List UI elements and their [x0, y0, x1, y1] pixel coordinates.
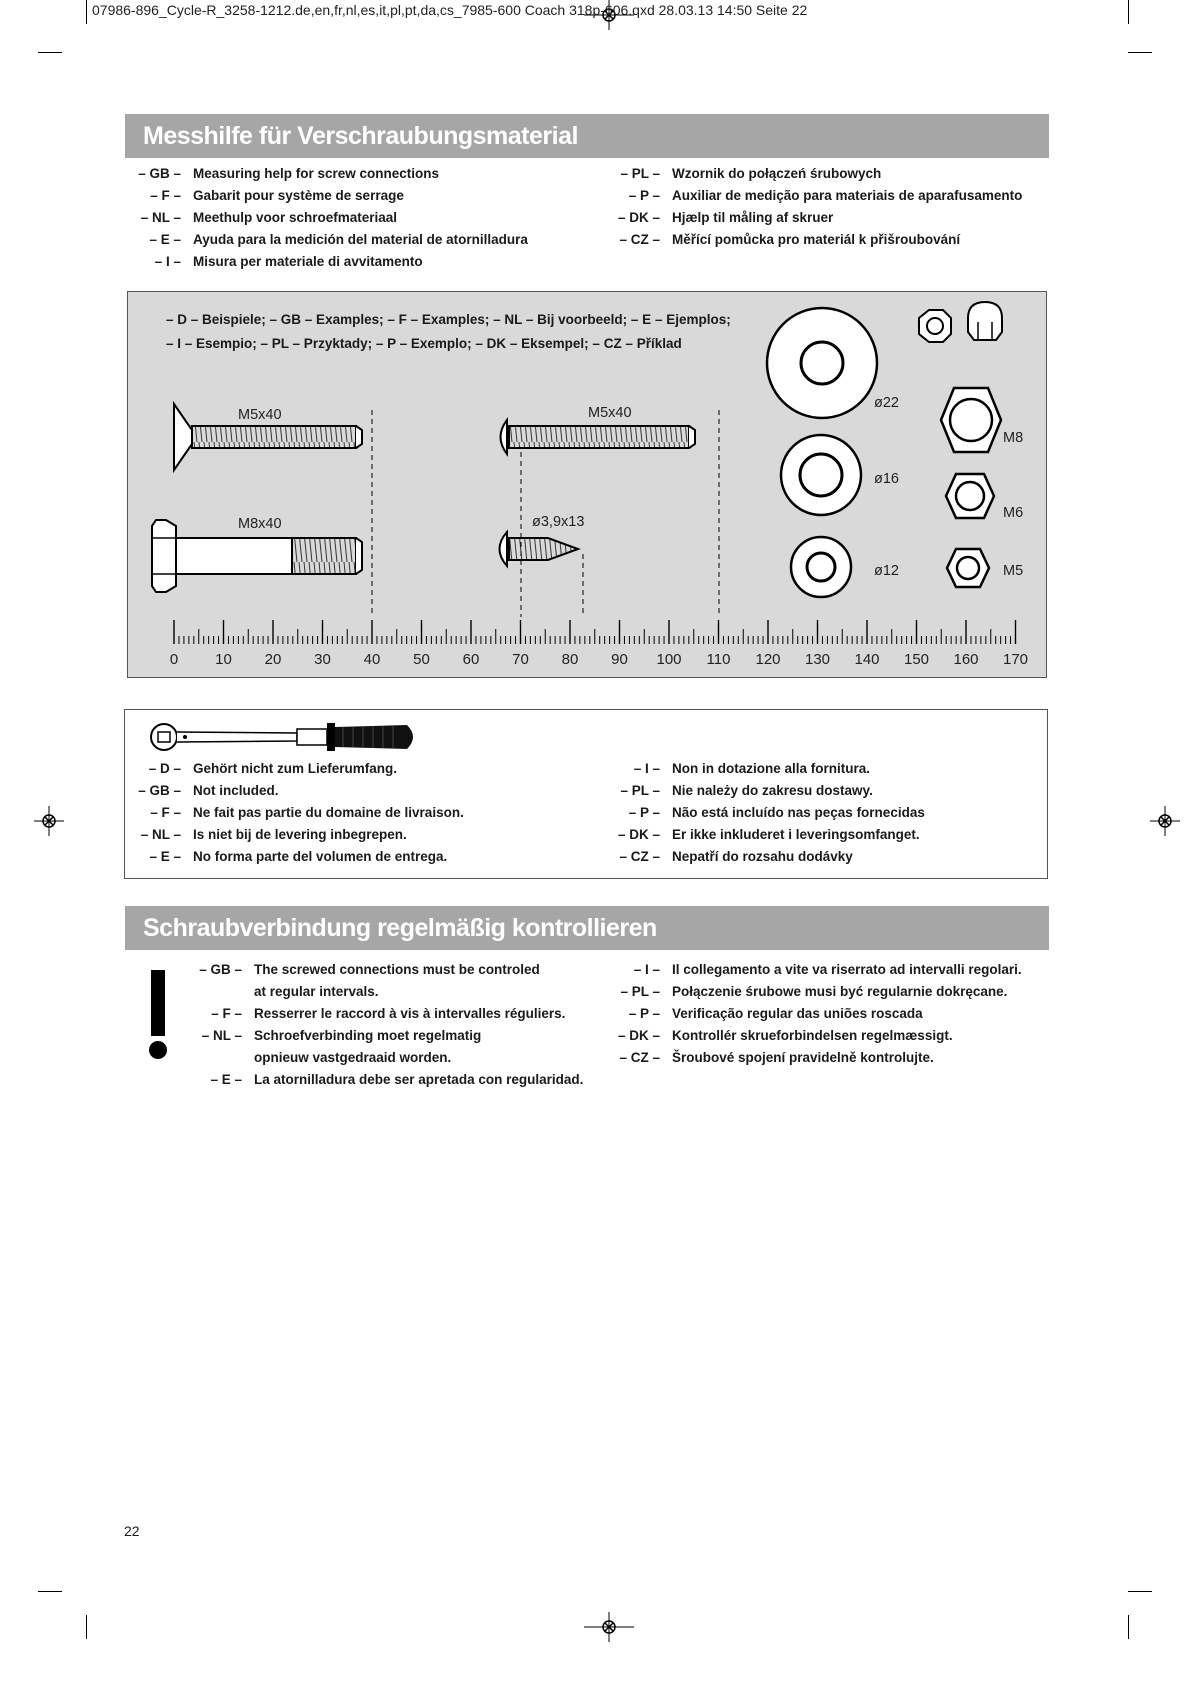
section-title-check-screws: Schraubverbindung regelmäßig kontrollieren [125, 906, 1049, 950]
lang-row [604, 1050, 1022, 1072]
lang-row [186, 1028, 583, 1050]
lang-row [604, 849, 925, 871]
ruler-tick-label: 110 [706, 651, 731, 668]
crop-mark [86, 0, 87, 24]
lang-text: Nie należy do zakresu dostawy. [672, 783, 873, 798]
crop-mark [86, 1615, 87, 1639]
measuring-translations-left [125, 166, 528, 276]
lang-row [604, 827, 925, 849]
washer-12-icon [791, 537, 851, 597]
lang-text: Wzornik do połączeń śrubowych [672, 166, 882, 181]
lang-text: Il collegamento a vite va riserrato ad intervalli regolari. [672, 962, 1022, 977]
washer-16-icon [781, 435, 861, 515]
lang-text: Auxiliar de medição para materiais de aparafusamento [672, 188, 1023, 203]
ruler-tick-label: 90 [611, 651, 628, 668]
warning-exclamation-icon [148, 970, 168, 1060]
hex-nut-m6-icon [946, 474, 994, 518]
lang-code: – GB – [138, 783, 181, 798]
lang-text: Gabarit pour système de serrage [193, 188, 404, 203]
lang-text: La atornilladura debe ser apretada con regularidad. [254, 1072, 584, 1087]
lang-code: – NL – [201, 1028, 242, 1043]
screw-label-countersunk: M5x40 [238, 407, 282, 423]
ruler-tick-label: 120 [755, 651, 781, 668]
lang-row [604, 761, 925, 783]
lang-text: Šroubové spojení pravidelně kontrolujte. [672, 1050, 934, 1065]
lang-row [186, 1072, 583, 1094]
measuring-translations-right [604, 166, 1022, 254]
lang-row [125, 827, 464, 849]
lang-text: Ayuda para la medición del material de atornilladura [193, 232, 528, 247]
lang-code: – I – [633, 962, 660, 977]
lang-code: – CZ – [619, 1050, 660, 1065]
hex-nut-m8-icon [941, 388, 1001, 452]
registration-mark-icon [1150, 806, 1180, 836]
lang-text: Verificação regular das uniões roscada [672, 1006, 923, 1021]
lang-text: Measuring help for screw connections [193, 166, 440, 181]
lang-row [604, 188, 1022, 210]
lang-row [125, 188, 528, 210]
ruler-tick-label: 70 [512, 651, 529, 668]
crop-mark [38, 52, 62, 53]
tapping-screw-icon [500, 532, 579, 566]
lang-row [604, 210, 1022, 232]
lang-text: Gehört nicht zum Lieferumfang. [193, 761, 398, 776]
lang-text: Połączenie śrubowe musi być regularnie dokręcane. [672, 984, 1008, 999]
lang-text: Resserrer le raccord à vis à intervalles réguliers. [254, 1006, 566, 1021]
lang-code: – CZ – [619, 849, 660, 864]
lang-code: – P – [628, 805, 660, 820]
washer-label-12: ø12 [874, 563, 899, 579]
section-title-measuring: Messhilfe für Verschraubungsmaterial [125, 114, 1049, 158]
crop-mark [1128, 0, 1129, 24]
lang-row [604, 805, 925, 827]
nut-label-m8: M8 [1003, 430, 1024, 446]
ruler-tick-label: 50 [413, 651, 430, 668]
lang-code: – F – [150, 188, 181, 203]
crop-mark [1128, 1615, 1129, 1639]
not-included-left [125, 761, 464, 871]
nut-label-m6: M6 [1003, 505, 1024, 521]
lang-text: Meethulp voor schroefmateriaal [193, 210, 398, 225]
lang-code: – CZ – [619, 232, 660, 247]
examples-line: – D – Beispiele; – GB – Examples; – F – Examples; – NL – Bij voorbeeld; – E – Ejemplos; [166, 312, 731, 327]
torque-wrench-icon [147, 717, 427, 757]
check-screws-left [186, 962, 583, 1094]
lang-code: – PL – [620, 984, 660, 999]
ruler-labels [170, 651, 1028, 668]
crop-mark [1128, 52, 1152, 53]
lang-row [604, 783, 925, 805]
lang-code: – P – [628, 1006, 660, 1021]
lang-row [604, 166, 1022, 188]
lang-code: – P – [628, 188, 660, 203]
lang-text: opnieuw vastgedraaid worden. [254, 1050, 452, 1065]
ruler-tick-label: 130 [804, 651, 831, 668]
pan-head-screw-icon [501, 420, 696, 454]
ruler-scale [174, 620, 1016, 644]
ruler-tick-label: 40 [363, 651, 381, 668]
lang-row [125, 166, 528, 188]
ruler-tick-label: 100 [656, 651, 682, 668]
lang-code: – GB – [138, 166, 181, 181]
lang-text: Not included. [193, 783, 279, 798]
lang-text: Non in dotazione alla fornitura. [672, 761, 871, 776]
screw-label-pan-head: M5x40 [588, 405, 632, 421]
lang-row [125, 254, 528, 276]
lang-row [186, 984, 583, 1006]
lang-text: Não está incluído nas peças fornecidas [672, 805, 925, 820]
screw-label-hex-bolt: M8x40 [238, 516, 282, 532]
lang-text: Hjælp til måling af skruer [672, 210, 834, 225]
examples-line: – I – Esempio; – PL – Przyktady; – P – Exemplo; – DK – Eksempel; – CZ – Příklad [166, 336, 682, 351]
not-included-right [604, 761, 925, 871]
ruler-tick-label: 140 [854, 651, 880, 668]
lang-code: – E – [210, 1072, 242, 1087]
lang-row [604, 984, 1022, 1006]
check-screws-right [604, 962, 1022, 1072]
lang-text: Er ikke inkluderet i leveringsomfanget. [672, 827, 920, 842]
measuring-gauge-drawing [128, 292, 1046, 677]
ruler-tick-label: 60 [462, 651, 480, 668]
lang-code: – I – [633, 761, 660, 776]
lang-code: – PL – [620, 783, 660, 798]
washer-22-icon [767, 308, 877, 418]
crop-mark [1128, 1591, 1152, 1592]
lang-code: – E – [149, 849, 181, 864]
measuring-gauge-panel [127, 291, 1047, 678]
lang-row [125, 805, 464, 827]
lang-text: at regular intervals. [254, 984, 379, 999]
screw-label-tapping: ø3,9x13 [532, 514, 585, 530]
ruler-tick-label: 20 [264, 651, 282, 668]
ruler-tick-label: 80 [561, 651, 579, 668]
lang-row [125, 232, 528, 254]
ruler-tick-label: 10 [215, 651, 232, 668]
lang-code: – NL – [140, 210, 181, 225]
lang-text: Kontrollér skrueforbindelsen regelmæssigt. [672, 1028, 953, 1043]
lang-row [125, 210, 528, 232]
lang-code: – NL – [140, 827, 181, 842]
lang-row [604, 232, 1022, 254]
lang-code: – F – [150, 805, 181, 820]
lang-row [186, 1050, 583, 1072]
ruler-tick-label: 170 [1002, 651, 1029, 668]
registration-mark-icon [34, 806, 64, 836]
registration-mark-icon [584, 1612, 634, 1642]
lang-text: Ne fait pas partie du domaine de livraison. [193, 805, 464, 820]
lang-row [125, 783, 464, 805]
lang-text: Is niet bij de levering inbegrepen. [193, 827, 407, 842]
lang-code: – DK – [617, 827, 660, 842]
page-number: 22 [124, 1523, 140, 1539]
hex-nut-m5-icon [947, 549, 989, 587]
lang-row [604, 1028, 1022, 1050]
lang-text: The screwed connections must be controled [254, 962, 540, 977]
lang-code: – GB – [199, 962, 242, 977]
lang-code: – DK – [617, 1028, 660, 1043]
file-header-meta: 07986-896_Cycle-R_3258-1212.de,en,fr,nl,es,it,pl,pt,da,cs_7985-600 Coach 318p-606.qxd 28.03.13 14:50 Seite 22 [92, 2, 808, 18]
lang-text: Měřící pomůcka pro materiál k přišroubování [672, 232, 961, 247]
lang-text: Nepatří do rozsahu dodávky [672, 849, 853, 864]
ruler-tick-label: 0 [169, 651, 179, 668]
lang-row [604, 962, 1022, 984]
lang-code: – E – [149, 232, 181, 247]
crop-mark [38, 1591, 62, 1592]
lang-text: Schroefverbinding moet regelmatig [254, 1028, 482, 1043]
washer-label-16: ø16 [874, 471, 899, 487]
cap-nut-icon [968, 302, 1002, 340]
lang-text: Misura per materiale di avvitamento [193, 254, 423, 269]
lang-row [125, 761, 464, 783]
lang-row [125, 849, 464, 871]
ruler-tick-label: 30 [314, 651, 331, 668]
washer-label-22: ø22 [874, 395, 899, 411]
lang-code: – PL – [620, 166, 660, 181]
lang-row [186, 962, 583, 984]
nut-label-m5: M5 [1003, 563, 1024, 579]
lang-row [186, 1006, 583, 1028]
lock-nut-icon [919, 310, 951, 342]
lang-code: – DK – [617, 210, 660, 225]
ruler-tick-label: 150 [903, 651, 930, 668]
lang-text: No forma parte del volumen de entrega. [193, 849, 448, 864]
not-included-panel [124, 709, 1048, 879]
lang-code: – F – [211, 1006, 242, 1021]
lang-row [604, 1006, 1022, 1028]
lang-code: – I – [154, 254, 181, 269]
ruler-tick-label: 160 [953, 651, 979, 668]
lang-code: – D – [148, 761, 181, 776]
